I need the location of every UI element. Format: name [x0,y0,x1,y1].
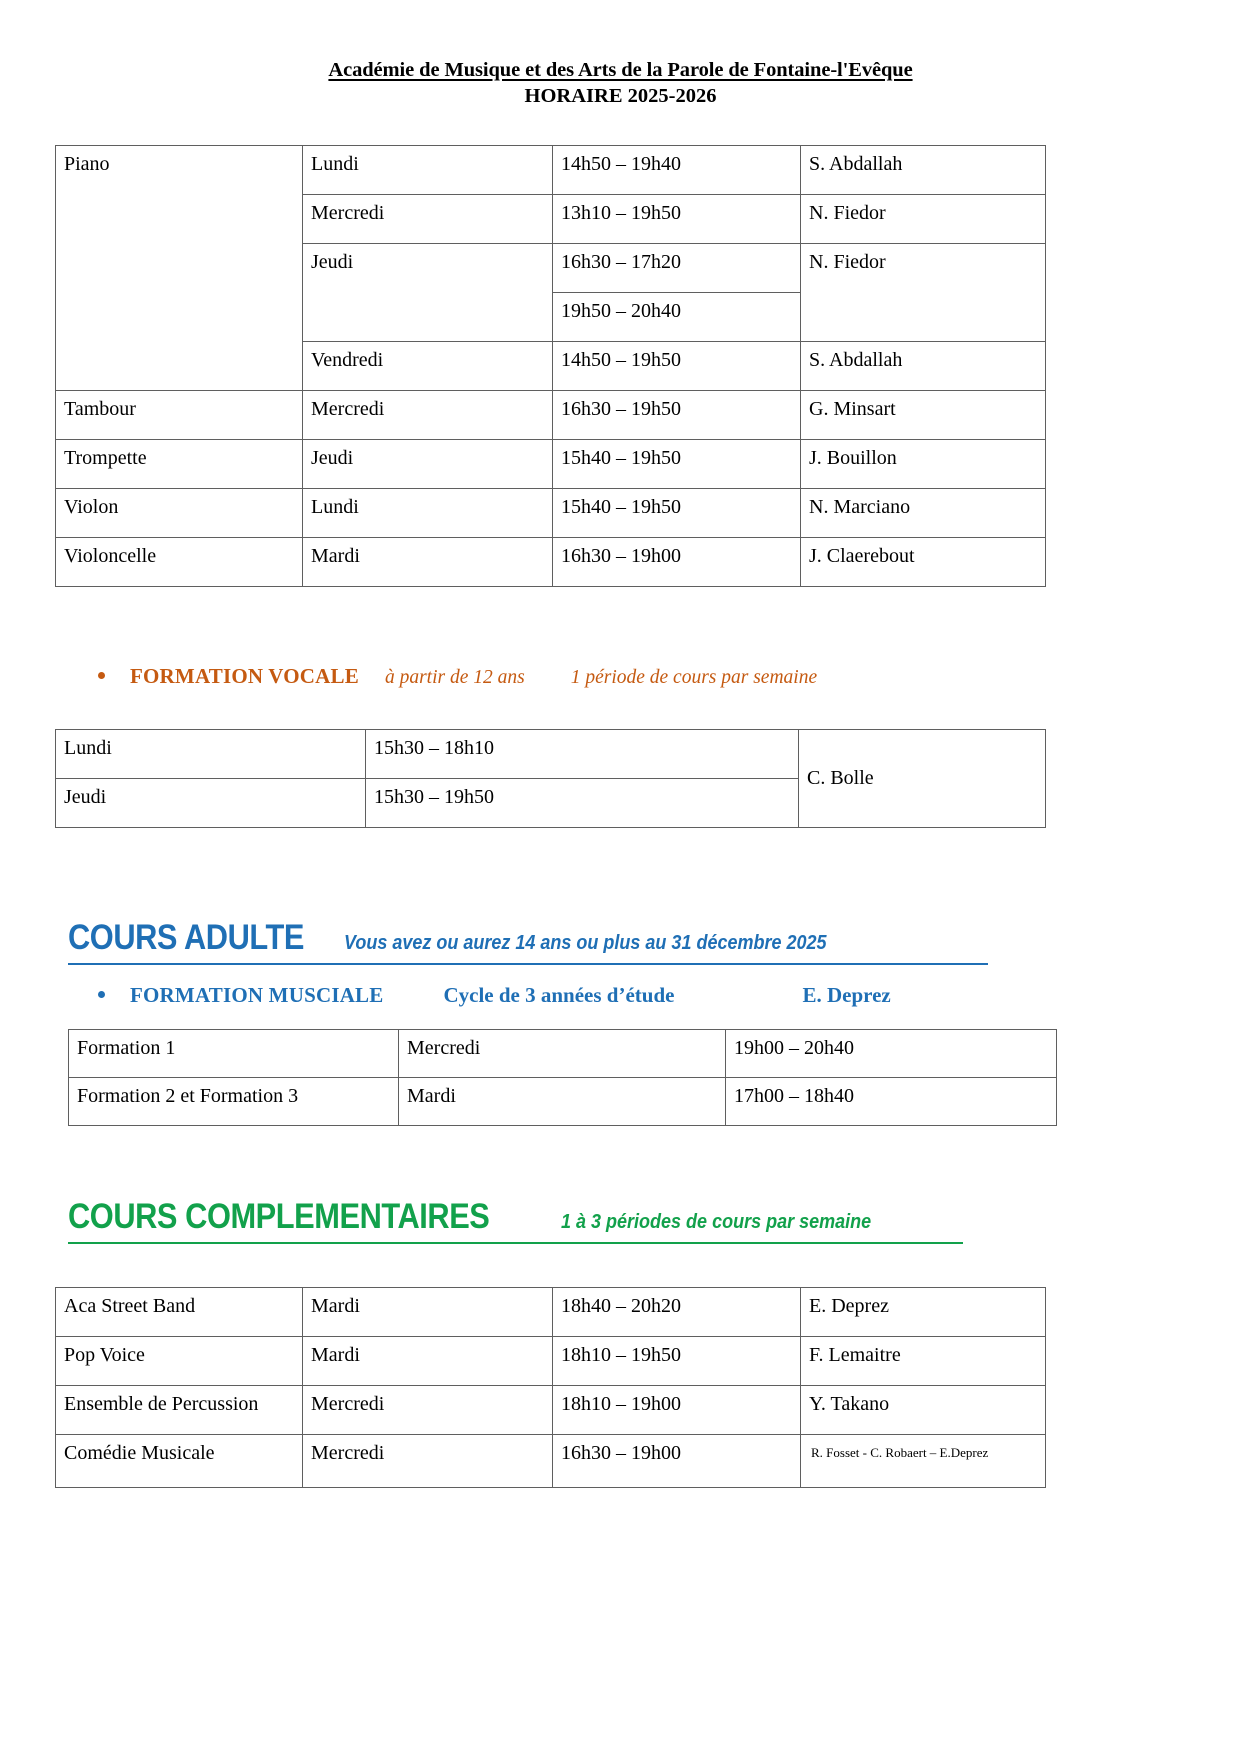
table-row [56,391,1046,440]
cell-course: Ensemble de Percussion [56,1386,303,1435]
page-title: Académie de Musique et des Arts de la Parole de Fontaine-l'Evêque [328,59,913,81]
formation-vocale-title: FORMATION VOCALE [130,664,359,688]
cell-instrument: Tambour [56,391,303,440]
table-row [69,1030,1057,1078]
cell-day: Vendredi [303,342,553,391]
formation-vocale-bullet-line [98,664,817,689]
formation-vocale-table [55,729,1046,828]
formation-vocale-periods-note: 1 période de cours par semaine [570,667,818,688]
cell-teacher: C. Bolle [799,730,1046,828]
cell-time: 18h40 – 20h20 [553,1288,801,1337]
cell-teacher: S. Abdallah [801,146,1046,195]
cell-teacher: J. Claerebout [801,538,1046,587]
cell-day: Mercredi [303,195,553,244]
cell-day: Mardi [303,538,553,587]
cell-course: Aca Street Band [56,1288,303,1337]
cell-time: 17h00 – 18h40 [726,1078,1057,1126]
cell-time: 16h30 – 17h20 [553,244,801,293]
cours-adulte-note: Vous avez ou aurez 14 ans ou plus au 31 décembre 2025 [344,932,827,954]
cell-teacher: Y. Takano [801,1386,1046,1435]
formation-musciale-cycle: Cycle de 3 années d’étude [443,983,675,1007]
cell-day: Mercredi [399,1030,726,1078]
bullet-dot-icon [98,672,105,679]
cell-instrument: Violoncelle [56,538,303,587]
cell-instrument: Trompette [56,440,303,489]
cell-instrument: Piano [56,146,303,391]
formation-musciale-teacher: E. Deprez [802,983,891,1007]
section-heading-cours-complementaires [68,1197,905,1237]
cell-day: Jeudi [56,779,366,828]
table-row [56,1288,1046,1337]
cours-adulte-table [68,1029,1057,1126]
document-header [0,0,1241,110]
cell-teacher: N. Fiedor [801,195,1046,244]
cell-time: 14h50 – 19h50 [553,342,801,391]
cell-teacher: N. Marciano [801,489,1046,538]
cell-time: 16h30 – 19h00 [553,538,801,587]
table-row [56,1386,1046,1435]
cell-formation: Formation 2 et Formation 3 [69,1078,399,1126]
cell-time: 15h30 – 18h10 [366,730,799,779]
cell-teacher: F. Lemaitre [801,1337,1046,1386]
cell-time: 19h00 – 20h40 [726,1030,1057,1078]
cell-day: Mardi [399,1078,726,1126]
cell-course: Pop Voice [56,1337,303,1386]
formation-musciale-title: FORMATION MUSCIALE [130,983,384,1007]
cell-teacher: S. Abdallah [801,342,1046,391]
cell-day: Lundi [303,489,553,538]
cell-day: Lundi [56,730,366,779]
cell-time: 18h10 – 19h00 [553,1386,801,1435]
formation-vocale-age-note: à partir de 12 ans [384,667,525,688]
heading-underline [68,1242,963,1244]
cell-time: 15h40 – 19h50 [553,489,801,538]
table-row [56,730,1046,779]
section-heading-cours-adulte [68,918,880,958]
table-row [56,489,1046,538]
instruments-schedule-table [55,145,1046,587]
page-subtitle: HORAIRE 2025-2026 [524,85,717,108]
cell-day: Mercredi [303,1386,553,1435]
cell-day: Mercredi [303,391,553,440]
table-row [56,146,1046,195]
cours-adulte-title: COURS ADULTE [68,918,304,957]
cell-day: Jeudi [303,244,553,342]
cell-time: 18h10 – 19h50 [553,1337,801,1386]
cell-teacher: G. Minsart [801,391,1046,440]
formation-musciale-bullet-line [98,983,891,1008]
cell-day: Mardi [303,1337,553,1386]
cell-course: Comédie Musicale [56,1435,303,1488]
cours-complementaires-table [55,1287,1046,1488]
table-row [56,440,1046,489]
cell-day: Mercredi [303,1435,553,1488]
cell-instrument: Violon [56,489,303,538]
cell-teacher: N. Fiedor [801,244,1046,342]
cell-time: 16h30 – 19h00 [553,1435,801,1488]
table-row [69,1078,1057,1126]
cell-day: Mardi [303,1288,553,1337]
cell-teacher: R. Fosset - C. Robaert – E.Deprez [801,1435,1046,1488]
cell-time: 19h50 – 20h40 [553,293,801,342]
cell-time: 15h30 – 19h50 [366,779,799,828]
table-row [56,538,1046,587]
bullet-dot-icon [98,991,105,998]
cell-teacher: J. Bouillon [801,440,1046,489]
table-row [56,1435,1046,1488]
heading-underline [68,963,988,965]
table-row [56,1337,1046,1386]
cell-time: 14h50 – 19h40 [553,146,801,195]
cell-formation: Formation 1 [69,1030,399,1078]
cell-time: 15h40 – 19h50 [553,440,801,489]
cours-complementaires-title: COURS COMPLEMENTAIRES [68,1197,490,1236]
cell-time: 16h30 – 19h50 [553,391,801,440]
cell-teacher: E. Deprez [801,1288,1046,1337]
cell-time: 13h10 – 19h50 [553,195,801,244]
cell-day: Jeudi [303,440,553,489]
cell-day: Lundi [303,146,553,195]
cours-complementaires-note: 1 à 3 périodes de cours par semaine [560,1211,872,1233]
